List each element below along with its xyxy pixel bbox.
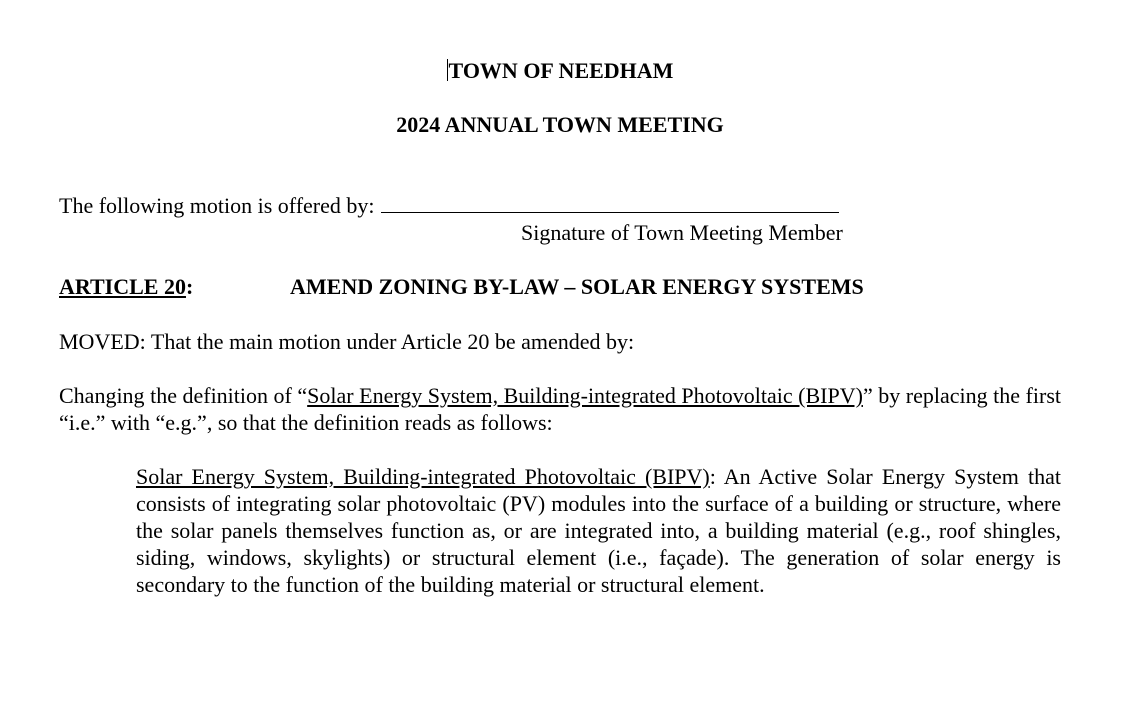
moved-statement: MOVED: That the main motion under Article 20 be amended by:	[59, 329, 635, 354]
meeting-title: 2024 ANNUAL TOWN MEETING	[396, 112, 724, 137]
signature-caption: Signature of Town Meeting Member	[521, 220, 843, 245]
change-suffix: ” by replacing the first “i.e.” with “e.g.”, so that the definition reads as follows:	[59, 383, 1061, 435]
offered-by-label: The following motion is offered by:	[59, 193, 375, 218]
change-prefix: Changing the definition of “	[59, 383, 308, 408]
change-paragraph	[59, 382, 1061, 436]
change-term: Solar Energy System, Building-integrated Photovoltaic (BIPV)	[307, 383, 863, 408]
article-number: ARTICLE 20	[59, 274, 186, 299]
signature-line	[381, 194, 839, 213]
article-heading	[59, 273, 193, 300]
offered-by-line	[59, 192, 839, 219]
article-title: AMEND ZONING BY-LAW – SOLAR ENERGY SYSTEMS	[290, 274, 864, 299]
town-title: TOWN OF NEEDHAM	[448, 58, 674, 83]
article-colon: :	[185, 274, 194, 299]
definition-body: : An Active Solar Energy System that consists of integrating solar photovoltaic (PV) modules into the surface of a building or structure, where the solar panels themselves function as, or are integrated into, a building material (e.g., roof shingles, siding, windows, skylights) or structural element (i.e., façade). The generation of solar energy is secondary to the function of the building material or structural element.	[136, 464, 1062, 597]
definition-term: Solar Energy System, Building-integrated Photovoltaic (BIPV)	[136, 464, 710, 489]
text-cursor	[447, 59, 448, 81]
definition-paragraph	[136, 463, 1061, 598]
